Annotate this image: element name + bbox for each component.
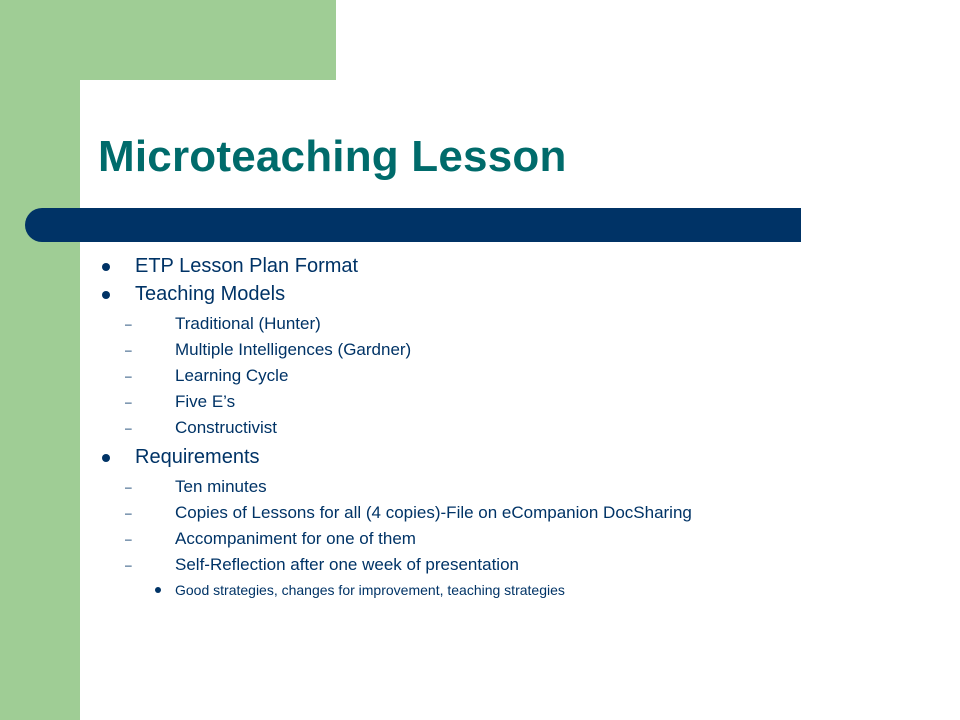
sub-bullet-label: Accompaniment for one of them bbox=[175, 529, 416, 548]
sub-bullet-item bbox=[125, 311, 940, 337]
dash-icon: – bbox=[125, 558, 132, 572]
bullet-icon bbox=[102, 263, 110, 271]
sub-bullet-label: Copies of Lessons for all (4 copies)-File on eCompanion DocSharing bbox=[175, 503, 692, 522]
sub-bullet-label: Ten minutes bbox=[175, 477, 267, 496]
sub-bullet-item bbox=[125, 474, 940, 500]
sub-bullet-item bbox=[125, 526, 940, 552]
green-accent-top bbox=[0, 0, 336, 80]
sub-sub-bullet-item bbox=[175, 578, 940, 602]
bullet-icon bbox=[102, 291, 110, 299]
bullet-item bbox=[100, 443, 940, 602]
bullet-item bbox=[100, 280, 940, 441]
sub-bullet-item bbox=[125, 337, 940, 363]
slide-body bbox=[100, 252, 940, 604]
dash-icon: – bbox=[125, 317, 132, 331]
sub-bullet-label: Traditional (Hunter) bbox=[175, 314, 321, 333]
sub-bullet-item bbox=[125, 415, 940, 441]
sub-bullet-list bbox=[125, 474, 940, 602]
sub-bullet-label: Five E’s bbox=[175, 392, 236, 411]
dash-icon: – bbox=[125, 369, 132, 383]
bullet-icon bbox=[102, 454, 110, 462]
bullet-label: Teaching Models bbox=[135, 283, 286, 305]
sub-bullet-item bbox=[125, 363, 940, 389]
sub-bullet-label: Multiple Intelligences (Gardner) bbox=[175, 340, 412, 359]
bullet-label: Requirements bbox=[135, 446, 260, 468]
bullet-icon bbox=[155, 587, 161, 593]
dash-icon: – bbox=[125, 421, 132, 435]
bullet-label: ETP Lesson Plan Format bbox=[135, 255, 359, 277]
slide-title: Microteaching Lesson bbox=[98, 132, 567, 181]
sub-sub-bullet-list bbox=[175, 578, 940, 602]
dash-icon: – bbox=[125, 532, 132, 546]
sub-bullet-list bbox=[125, 311, 940, 441]
green-accent-left bbox=[0, 0, 80, 720]
sub-bullet-label: Self-Reflection after one week of presentation bbox=[175, 555, 519, 574]
sub-bullet-label: Constructivist bbox=[175, 418, 278, 437]
dash-icon: – bbox=[125, 480, 132, 494]
dash-icon: – bbox=[125, 506, 132, 520]
title-underline-bar bbox=[25, 208, 801, 242]
sub-bullet-item bbox=[125, 552, 940, 602]
sub-bullet-item bbox=[125, 500, 940, 526]
sub-bullet-label: Learning Cycle bbox=[175, 366, 289, 385]
sub-sub-bullet-label: Good strategies, changes for improvement, teaching strategies bbox=[175, 582, 565, 598]
bullet-list bbox=[100, 252, 940, 602]
dash-icon: – bbox=[125, 343, 132, 357]
bullet-item bbox=[100, 252, 940, 280]
dash-icon: – bbox=[125, 395, 132, 409]
sub-bullet-item bbox=[125, 389, 940, 415]
